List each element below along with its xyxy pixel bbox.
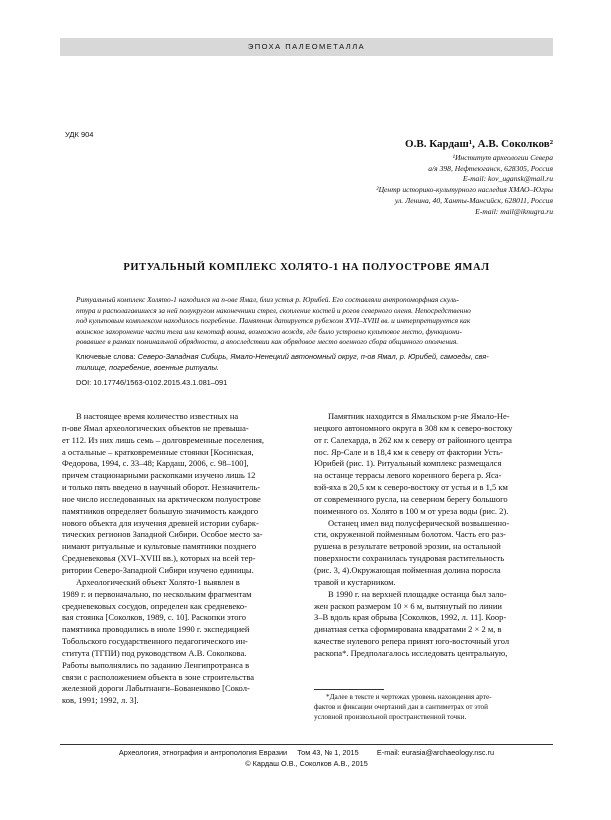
affiliation-line: а/я 398, Нефтеюганск, 628305, Россия [428, 163, 553, 173]
footnote-line: *Далее в тексте и чертежах уровень нахождения арте- [326, 693, 492, 701]
body-line: нового объекта для изучения древней истории субарк- [62, 517, 259, 528]
authors: О.В. Кардаш¹, А.В. Соколков² [405, 138, 553, 150]
footnote-line: условной произвольной пространственной точки. [314, 712, 467, 721]
body-line: и только пять введено в научный оборот. Незначитель- [62, 482, 261, 493]
body-column-left [62, 411, 297, 707]
body-line: Работы выполнялись по заданию Ленгипротранса в [62, 659, 250, 670]
body-line: вэй-яха в 20,5 км к северо-востоку от устья и в 1,5 км [314, 482, 508, 493]
body-line: а остальные – кратковременные стоянки [Косинская, [62, 446, 254, 457]
page-footer [60, 747, 553, 769]
keywords [76, 352, 552, 373]
body-line: (рис. 3, 4).Окружающая пойменная долина поросла [314, 564, 501, 575]
body-line: динатная сетка сформирована квадратами 2 × 2 м, в [314, 624, 502, 635]
body-line: причем стационарными раскопками изучено лишь 12 [62, 470, 256, 481]
body-line: поименного оз. Холято в 100 м от уреза воды (рис. 2). [314, 505, 509, 516]
body-line: средневековых сосудов, определен как средневеко- [62, 600, 247, 611]
abstract-line: Ритуальный комплекс Холято-1 находился на п-ове Ямал, близ устья р. Юрибей. Его составляли антропоморфная скуль- [76, 295, 460, 304]
body-line: вая стоянка [Соколков, 1989, с. 10]. Раскопки этого [62, 612, 247, 623]
body-line: пос. Яр-Сале и в 18,4 км к северу от фактории Усть- [314, 446, 503, 457]
body-line: рушена в результате ветровой эрозии, на остальной [314, 541, 501, 552]
footer-journal: Археология, этнография и антропология Евразии [118, 748, 288, 757]
abstract [76, 295, 552, 348]
body-line: ститута (ТГПИ) под руководством А.В. Соколкова. [62, 647, 247, 658]
keywords-line [76, 352, 552, 363]
body-line: от современного русла, на северном берегу большого [314, 493, 508, 504]
footer-line-1 [60, 747, 553, 758]
udk-code: УДК 904 [65, 130, 94, 139]
body-line: нимают ритуальные и культовые памятники позднего [62, 541, 257, 552]
keywords-text: Северо-Западная Сибирь, Ямало-Ненецкий автономный округ, п-ов Ямал, р. Юрибей, самоеды, свя- [137, 352, 489, 361]
body-line: Археологический объект Холято-1 выявлен в [76, 576, 240, 587]
body-line: железной дороги Лабытнанги–Бованенково [Сокол- [62, 683, 250, 694]
body-line: жен раскоп размером 10 × 6 м, вытянутый по линии [314, 600, 502, 611]
body-line: тических регионов Западной Сибири. Особое место за- [62, 529, 263, 540]
body-line: Федорова, 1994, с. 33–48; Кардаш, 2006, с. 98–100], [62, 458, 249, 469]
footnote-divider [314, 689, 384, 690]
body-line: связи с расположением объекта в зоне строительства [62, 671, 254, 682]
body-line: 1989 г. и первоначально, по нескольким фрагментам [62, 588, 252, 599]
body-line: памятников определяет большую значимость каждого [62, 505, 259, 516]
footer-copyright: © Кардаш О.В., Соколков А.В., 2015 [245, 759, 368, 768]
body-line: сти, окруженной пойменным болотом. Часть его раз- [314, 529, 506, 540]
body-line: ное число исследованных на арктическом полуострове [62, 493, 261, 504]
abstract-line: воинское захоронение части тела или кенотаф воина, возможно вождя, где было устроено культовое место, функциони- [76, 326, 462, 336]
body-line: травой и кустарником. [314, 576, 396, 587]
affiliation-line: ул. Ленина, 40, Ханты-Мансийск, 628011, Россия [394, 195, 553, 205]
article-title: РИТУАЛЬНЫЙ КОМПЛЕКС ХОЛЯТО-1 НА ПОЛУОСТРОВЕ ЯМАЛ [123, 262, 490, 273]
footnote-line: фактов и фиксации очертаний дан в сантиметрах от этой [314, 702, 488, 711]
body-line: З–В вдоль края обрыва [Соколков, 1992, л. 11]. Коор- [314, 612, 507, 623]
body-line: В настоящее время количество известных на [76, 411, 239, 421]
body-line: памятника проводились в июле 1990 г. экспедицией [62, 624, 250, 635]
body-column-right [314, 411, 554, 660]
footer-divider [60, 744, 553, 745]
body-line: качестве нулевого репера принят юго-восточный угол [314, 636, 510, 647]
body-line: от г. Салехарда, в 262 км к северу от районного центра [314, 434, 512, 445]
body-line: на останце террасы левого коренного берега р. Ясa- [314, 470, 502, 481]
footer-email[interactable]: E-mail: eurasia@archaeology.nsc.ru [376, 748, 495, 757]
body-line: ет 112. Из них лишь семь – долговременные поселения, [62, 434, 265, 445]
affiliation-line: ¹Институт археологии Севера [452, 153, 553, 162]
footer-volume: Том 43, № 1, 2015 [297, 748, 359, 757]
body-line: ритории Северо-Западной Сибири изучено единицы. [62, 564, 254, 575]
body-line: Останец имел вид полусферической возвышенно- [328, 517, 510, 528]
body-line: В 1990 г. на верхней площадке останца был зало- [328, 588, 507, 599]
body-line: Памятник находится в Ямальском р-не Ямало-Не- [328, 411, 510, 421]
journal-section-header: ЭПОХА ПАЛЕОМЕТАЛЛА [60, 38, 553, 56]
affiliation-line: ²Центр историко-культурного наследия ХМАО–Югры [376, 185, 553, 195]
affiliations [233, 153, 553, 217]
keywords-text: тилище, погребение, военные ритуалы. [76, 362, 220, 372]
body-line: нецкого автономного округа в 308 км к северо-востоку [314, 422, 513, 433]
body-line: п-ове Ямал археологических объектов не превыша- [62, 422, 249, 433]
footnote [314, 693, 554, 722]
body-line: поверхности сохранилась тундровая растительность [314, 553, 505, 564]
keywords-label: Ключевые слова: [76, 352, 136, 361]
body-line: ков, 1991; 1992, л. 3]. [62, 695, 139, 706]
doi[interactable]: DOI: 10.17746/1563-0102.2015.43.1.081–091 [76, 378, 228, 387]
body-line: раскопа*. Предполагалось исследовать центральную, [314, 647, 508, 658]
keywords-line [76, 363, 552, 374]
body-line: Средневековья (XVI–XVIII вв.), которых на всей тер- [62, 553, 256, 564]
affiliation-email[interactable]: E-mail: kov_ugansk@mail.ru [462, 174, 553, 184]
abstract-line: ровавшее в рамках поминальной обрядности, а впоследствии как обрядовое место военного сбора общинного ополчения. [76, 337, 459, 347]
abstract-line: птура и располагавшиеся за ней полукругом наконечники стрел, скопление костей и рогов северного оленя. Непосредственно [76, 305, 471, 315]
body-line: Юрибей (рис. 1). Ритуальный комплекс размещался [314, 458, 502, 469]
affiliation-email[interactable]: E-mail: mail@iknugra.ru [475, 206, 553, 216]
body-line: Тобольского государственного педагогического ин- [62, 636, 248, 647]
abstract-line: под культовым комплексом находилось погребение. Памятник датируется рубежом XVII–XVIII вв. и интерпретируется как [76, 316, 471, 326]
